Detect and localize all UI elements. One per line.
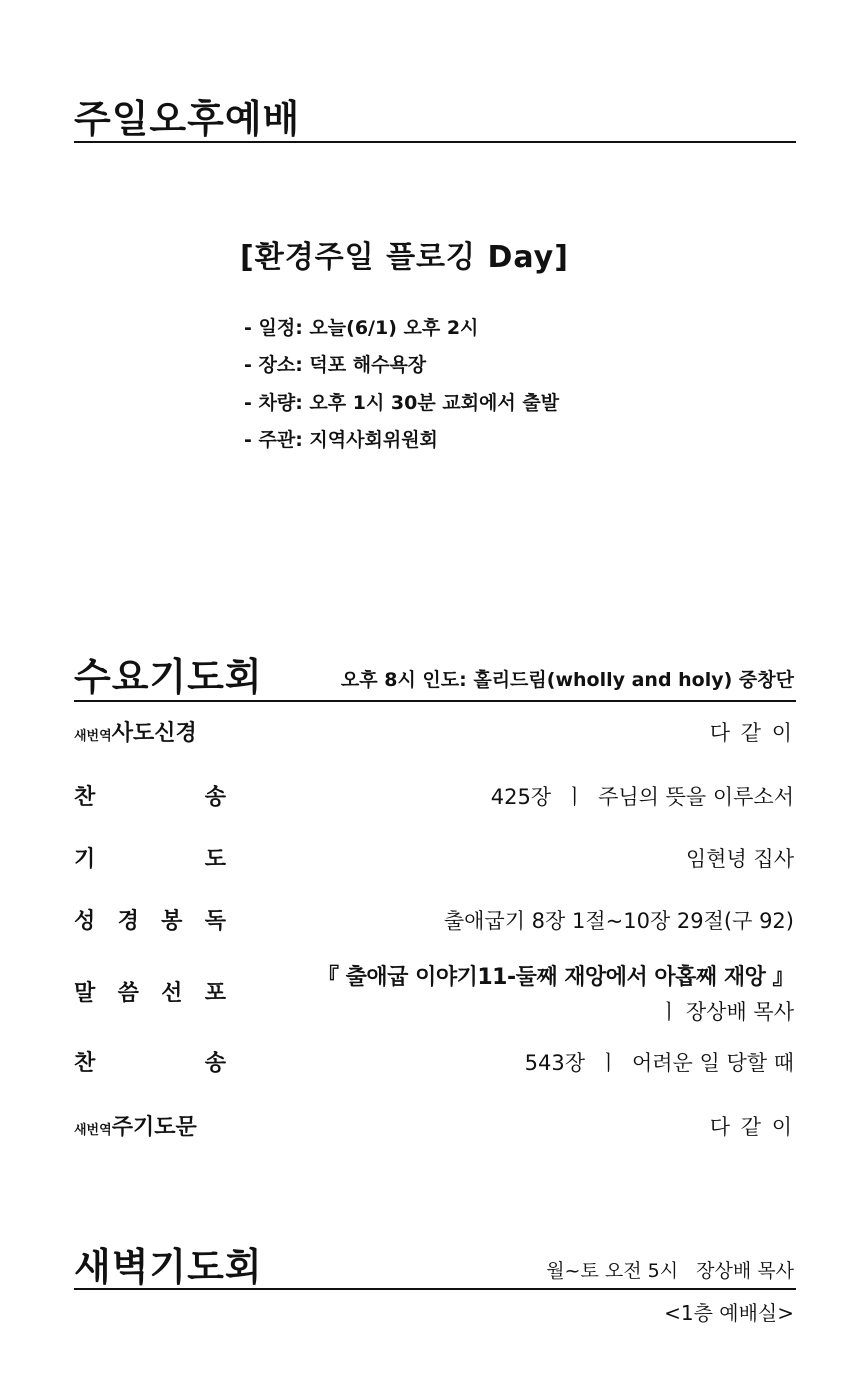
wednesday-prayer-subtitle: 오후 8시 인도: 홀리드림(wholly and holy) 중창단	[340, 669, 794, 691]
order-label-hymn	[74, 780, 226, 811]
label-char: 말	[74, 981, 96, 1006]
afternoon-service-heading: 주일오후예배	[74, 97, 301, 141]
event-detail-place: - 장소: 덕포 해수욕장	[244, 354, 427, 376]
label-char: 송	[204, 785, 226, 810]
order-label-text: 주기도문	[111, 1115, 197, 1140]
section-divider	[74, 700, 796, 702]
label-char: 봉	[161, 909, 183, 934]
label-char: 포	[204, 981, 226, 1006]
order-label-lords-prayer	[74, 1110, 197, 1141]
translation-prefix: 새번역	[74, 1123, 112, 1138]
order-value-hymn-2: 543장 ㅣ 어려운 일 당할 때	[524, 1051, 794, 1075]
dawn-prayer-heading: 새벽기도회	[74, 1245, 263, 1289]
order-label-scripture	[74, 904, 226, 935]
order-label-text: 사도신경	[111, 721, 197, 746]
wednesday-prayer-heading: 수요기도회	[74, 655, 263, 699]
label-char: 독	[204, 909, 226, 934]
label-char: 성	[74, 909, 96, 934]
section-divider	[74, 1288, 796, 1290]
label-char: 찬	[74, 785, 96, 810]
label-char: 도	[204, 847, 226, 872]
sermon-preacher: ㅣ 장상배 목사	[658, 1000, 794, 1024]
event-detail-schedule: - 일정: 오늘(6/1) 오후 2시	[244, 317, 479, 339]
label-char: 선	[161, 981, 183, 1006]
order-label-hymn-2	[74, 1046, 226, 1077]
section-divider	[74, 141, 796, 143]
order-value-prayer: 임현녕 집사	[685, 847, 794, 871]
dawn-prayer-location: <1층 예배실>	[664, 1301, 794, 1325]
order-value-lords-prayer: 다 같 이	[709, 1115, 794, 1139]
label-char: 찬	[74, 1051, 96, 1076]
sermon-title: 『 출애굽 이야기11-둘째 재앙에서 아홉째 재앙 』	[317, 965, 794, 990]
order-label-creed	[74, 716, 197, 747]
event-title: [환경주일 플로깅 Day]	[240, 240, 569, 275]
order-label-sermon	[74, 976, 226, 1007]
dawn-prayer-schedule: 월~토 오전 5시 장상배 목사	[546, 1260, 794, 1282]
order-value-creed: 다 같 이	[709, 721, 794, 745]
event-detail-vehicle: - 차량: 오후 1시 30분 교회에서 출발	[244, 392, 560, 414]
label-char: 기	[74, 847, 96, 872]
label-char: 송	[204, 1051, 226, 1076]
label-char: 씀	[117, 981, 139, 1006]
translation-prefix: 새번역	[74, 729, 112, 744]
order-value-scripture: 출애굽기 8장 1절~10장 29절(구 92)	[443, 909, 794, 933]
order-label-prayer	[74, 842, 226, 873]
label-char: 경	[117, 909, 139, 934]
event-detail-organizer: - 주관: 지역사회위원회	[244, 429, 438, 451]
order-value-hymn: 425장 ㅣ 주님의 뜻을 이루소서	[490, 785, 794, 809]
